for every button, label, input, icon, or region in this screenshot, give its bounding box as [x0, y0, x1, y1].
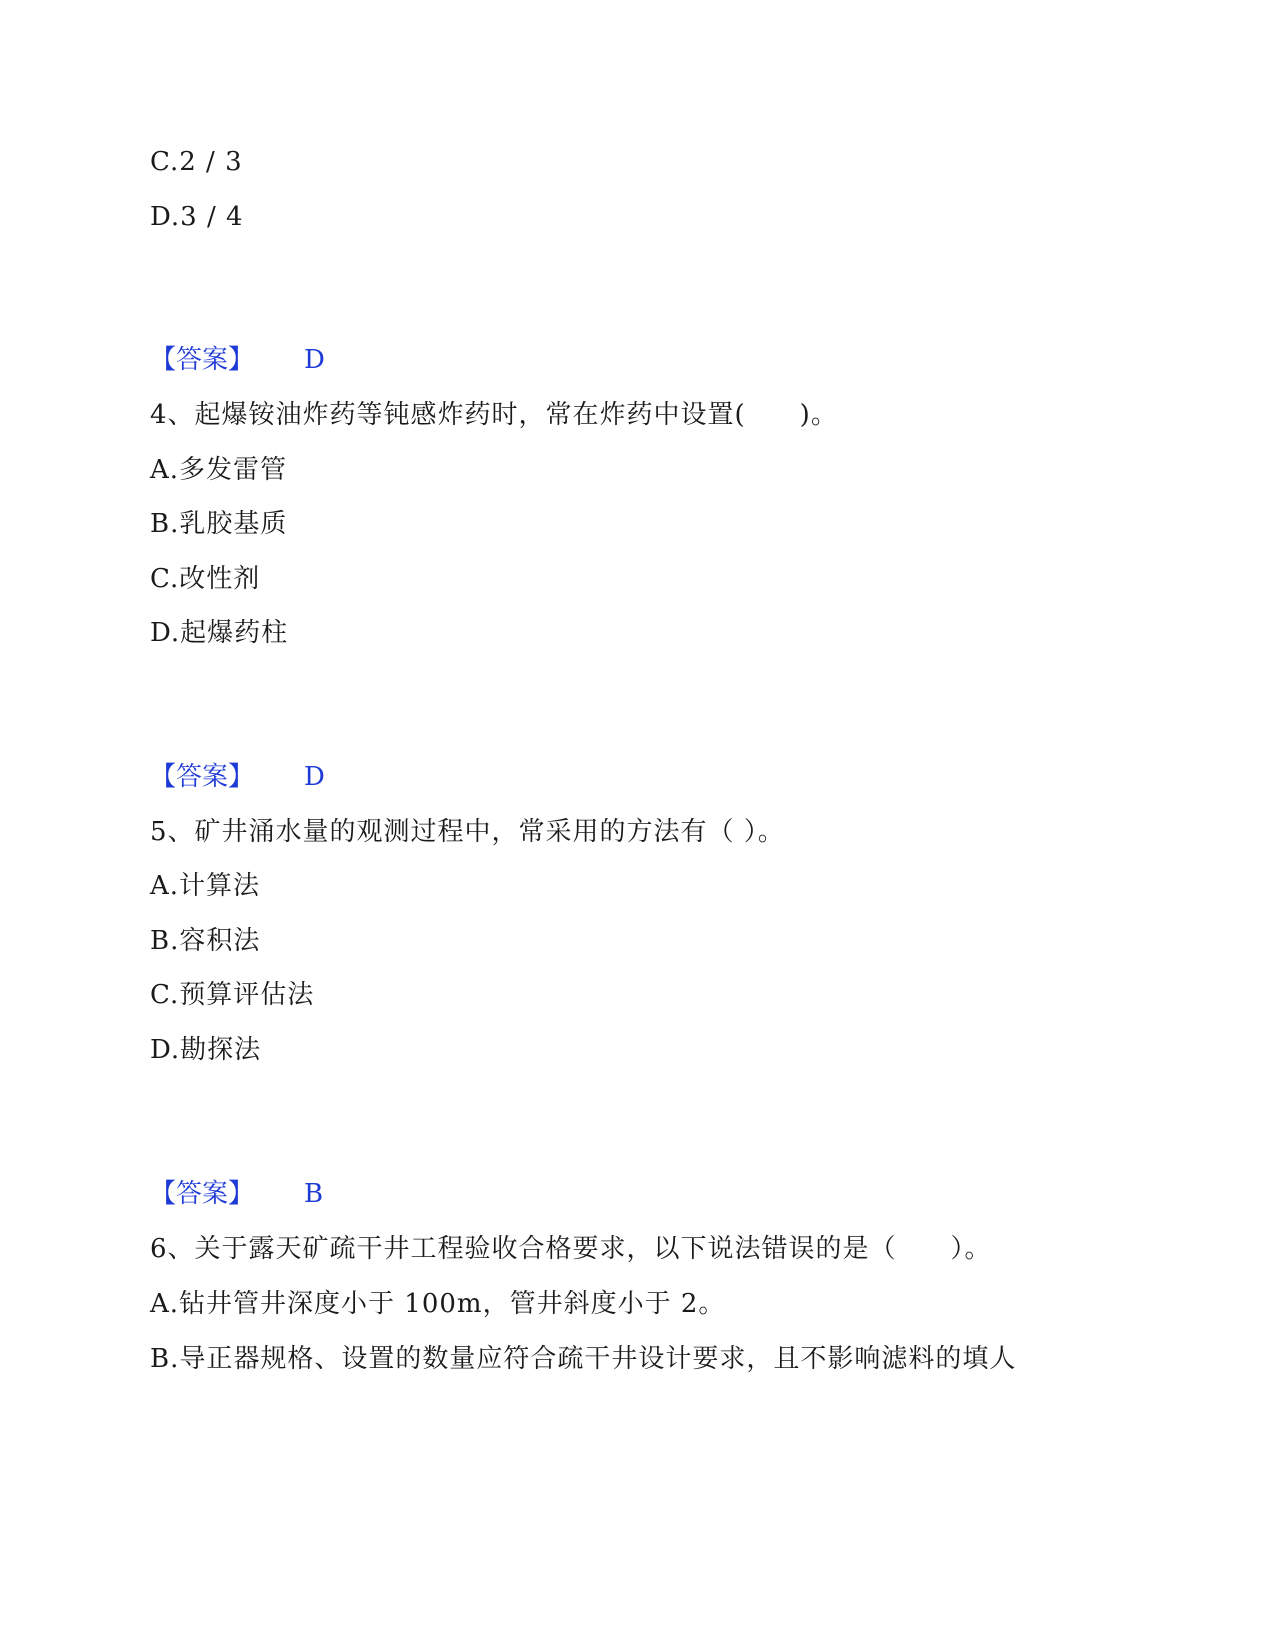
- answer-row: [150, 343, 325, 377]
- question-4-option-b: B.乳胶基质: [150, 509, 288, 539]
- answer-value: D: [304, 762, 325, 792]
- answer-value: D: [304, 345, 325, 375]
- question-6-option-a: A.钻井管井深度小于 100m，管井斜度小于 2。: [150, 1289, 726, 1319]
- question-4-option-d: D.起爆药柱: [150, 618, 289, 648]
- question-6-stem: 6、关于露天矿疏干井工程验收合格要求，以下说法错误的是（ ）。: [150, 1234, 992, 1264]
- question-5-stem: 5、矿井涌水量的观测过程中，常采用的方法有（ ）。: [150, 817, 785, 847]
- answer-label: 【答案】: [150, 345, 255, 375]
- answer-label: 【答案】: [150, 1179, 255, 1209]
- question-5-option-a: A.计算法: [150, 871, 261, 901]
- question-4-option-c: C.改性剂: [150, 564, 261, 594]
- answer-row: [150, 760, 325, 794]
- question-4-stem: 4、起爆铵油炸药等钝感炸药时，常在炸药中设置( )。: [150, 400, 838, 430]
- option-d: D.3 / 4: [150, 202, 244, 232]
- question-5-option-d: D.勘探法: [150, 1035, 262, 1065]
- option-c: C.2 / 3: [150, 147, 243, 177]
- question-5-option-c: C.预算评估法: [150, 980, 315, 1010]
- answer-label: 【答案】: [150, 762, 255, 792]
- answer-row: [150, 1177, 323, 1211]
- question-5-option-b: B.容积法: [150, 926, 261, 956]
- answer-value: B: [304, 1179, 324, 1209]
- question-6-option-b: B.导正器规格、设置的数量应符合疏干井设计要求，且不影响滤料的填人: [150, 1344, 1017, 1374]
- question-4-option-a: A.多发雷管: [150, 455, 288, 485]
